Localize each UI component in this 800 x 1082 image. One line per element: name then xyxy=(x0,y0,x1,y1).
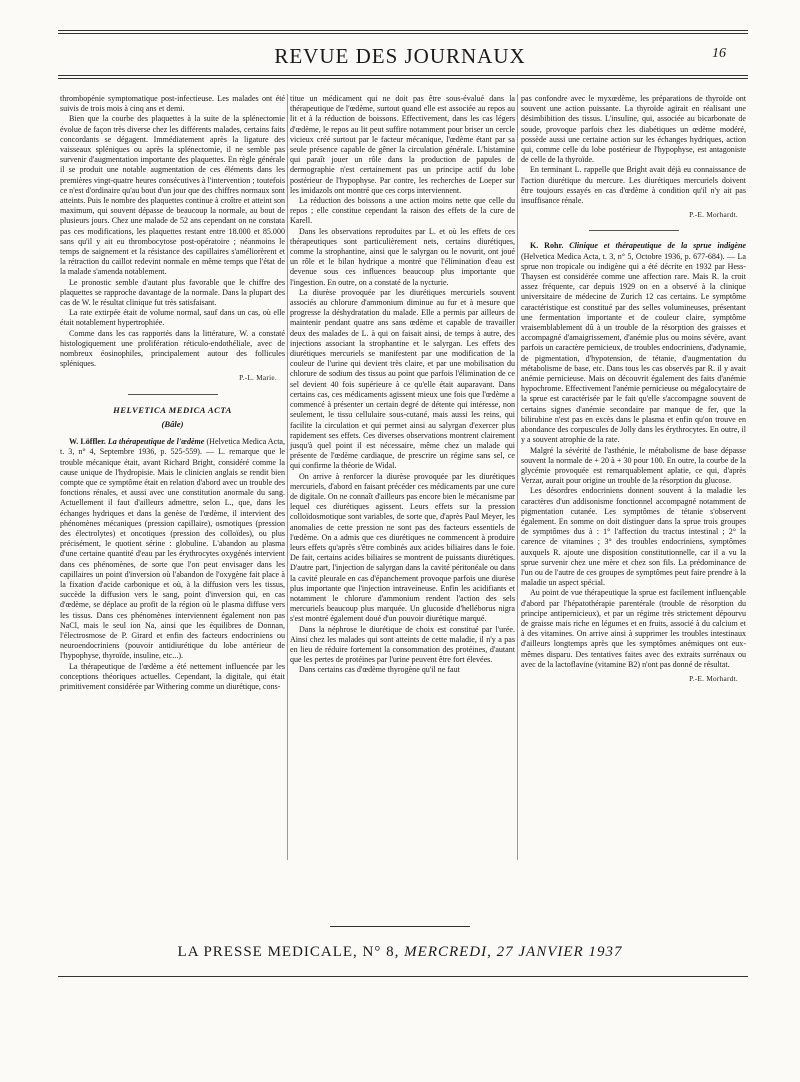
section-divider xyxy=(128,394,218,395)
article-text: (Helvetica Medica Acta, t. 3, n° 5, Octobre 1936, p. 677-684). — La sprue non tropicale ou indigène qui a été décrite en 1932 par Hess-Thaysen est considérée comme une affection rare. Mais R. la croit assez fréquente, car depuis 1929 on en a observé à la clinique universitaire de médecine de Zurich 12 cas certains. Le symptôme caractéristique est constitué par des selles volumineuses, présentant une fermentation importante et de couleur claire, symptôme vraisemblablement dû à un trouble de la résorption des graisses et accompagné d'amaigrissement, d'anémie plus ou moins sévère, avant parfois un caractère pernicieux, de troubles endocriniens, d'adynamie, de pigmentation, d'hypotension, de tétanie, d'augmentation du métabolisme de base, etc. Dans tous les cas observés par R. il y avait anémie pernicieuse. Mais on découvrit également des faits d'anémie hypochrome. Effectivement l'anémie pernicieuse ou mégalocytaire de la sprue est caractérisée par le fait qu'elle s'accompagne souvent de certains signes d'anémie secondaire par manque de fer, que la bilirubine n'est pas en excès dans le plasma et enfin qu'on trouve en abondance des corpuscules de Jolly dans les érythrocytes. En outre, il y a souvent atrophie de la rate. xyxy=(521,251,746,445)
article-title: Clinique et thérapeutique de la sprue indigène xyxy=(569,241,747,251)
signature: P.-L. Marie. xyxy=(239,374,277,383)
article-author: K. Rohr. xyxy=(530,241,564,251)
paragraph: Dans les observations reproduites par L. et où les effets de ces thérapeutiques sont particulièrement nets, certains diurétiques, comme la strophantine, ainsi que le salyrgan ou le novurit, ont joué un rôle et le bilan hydrique a montré que l'élimination d'eau est devenue sous ces influences beaucoup plus importante que l'ingestion. En outre, on a constaté de la nycturie. xyxy=(290,226,515,287)
footer xyxy=(0,944,800,961)
footer-rule xyxy=(58,976,748,977)
paragraph: En terminant L. rappelle que Bright avait déjà eu connaissance de l'action diurétique du mercure. Les diurétiques mercuriels doivent être toujours essayés en cas d'œdème à condition qu'il n'y ait pas insuffisance rénale. xyxy=(521,165,746,206)
paragraph: On arrive à renforcer la diurèse provoquée par les diurétiques mercuriels, d'abord en faisant précéder ces médicaments par une cure de digitale. On ne connaît d'ailleurs pas encore bien le mécanisme par lequel ces diurétiques agissent. Leurs effets sur la pression colloïdosmotique sont variables, de sorte que, d'après Paul Meyer, les anomalies de cette pression ne sont pas des facteurs essentiels de l'œdème. On a admis que ces diurétiques ne commencent à produire leurs effets qu'après s'être combinés aux acides biliaires dans le foie. De fait, certains acides biliaires se montrent de puissants diurétiques. D'autre part, l'injection de salyrgan dans la cavité péritonéale ou dans la cavité pleurale en cas d'épanchement provoque parfois une diurèse plus importante que l'injection intraveineuse. Enfin les acidifiants et notamment le chlorure d'ammonium rendent l'action des sels mercuriels beaucoup plus marquée. Un glucoside d'helléborus nigra s'est montré également doué d'un pouvoir diurétique marqué. xyxy=(290,471,515,624)
header-rule-bottom xyxy=(58,75,748,76)
article-text: (Helvetica Medica Acta, t. 3, n° 4, Septembre 1936, p. 525-559). — L. remarque que le trouble mécanique était, avant Richard Bright, considéré comme la cause unique de l'hydropisie. Mais le clinicien anglais se rendit bien compte que ce symptôme était en relation d'abord avec un trouble des fonctions rénales, et aussi avec une constitution anormale du sang. Actuellement il faut d'ailleurs admettre, selon L., que, dans les échanges hydriques et dans la genèse de l'œdème, il intervient des phénomènes mécaniques (pression capillaire), osmotiques (pression des électrolytes) et oncotiques (pression des colloïdes), ou plus précisément, le quotient sérine : globuline. L'abandon au plasma d'une certaine quantité d'eau par les érythrocytes oxygénés intervient dans ces phénomènes, de sorte que l'on peut envisager dans les capillaires un point d'inversion où l'abandon de l'oxygène fait place à la fixation d'acide carbonique et où, à la diffusion vers les tissus, succède la diffusion vers le sang, point d'inversion qui, en cas d'œdème, se déplace au profit de la région où le plasma diffuse vers les tissus. Dans ces phénomènes interviennent également non pas NaCl, mais le seul ion Na, ainsi que les équilibres de Donnan, l'électrosmose de P. Girard et enfin des facteurs endocriniens ou neuroendocriniens (pouvoir antidiurétique du lobe antérieur de l'hypophyse, thyroïde, insuline, etc...). xyxy=(60,437,286,661)
article-author: W. Löffler. xyxy=(69,437,106,447)
column-divider xyxy=(287,94,288,860)
paragraph: Bien que la courbe des plaquettes à la suite de la splénectomie évolue de façon très diverse chez les différents malades, certains faits concordants se dégagent. Immédiatement après la ligature des vaisseaux spléniques ou après la splénectomie, il ne semble pas survenir d'augmentation importante des plaquettes. En règle générale il se produit une notable augmentation de ces éléments dans les premières vingt-quatre heures consécutives à l'intervention ; toutefois ce n'est d'ordinaire qu'au bout d'un jour que des chiffres normaux sont atteints. Puis le nombre des plaquettes continue à croître et atteint son maximum, qui souvent dépasse de beaucoup la normale, au bout de plusieurs jours. Chez une malade de 52 ans cependant on ne constata pas ces modifications, les plaquettes restant entre 18.000 et 85.000 sans qu'il y ait eu thrombocytose post-opératoire ; néanmoins le temps de saignement et la résistance des capillaires s'améliorèrent et la rétraction du caillot redevint normale en même temps que l'état de la malade s'amenda notablement. xyxy=(60,114,285,277)
column-divider xyxy=(517,94,518,860)
paragraph: titue un médicament qui ne doit pas être sous-évalué dans la thérapeutique de l'œdème, surtout quand elle est associée au repos au lit et à la réduction de boissons. Effectivement, dans les cas légers d'œdème, le repos au lit peut suffire notamment pour briser un cercle vicieux créé surtout par le facteur mécanique, l'œdème étant par sa seule présence capable de gêner la circulation générale. L'histamine qui paraît jouer un rôle dans la production de papules de dermographie n'est certainement pas un principe actif du lobe postérieur de l'hypophyse. Par contre, les recherches de Loeper sur les imidazols ont montré que ces corps interviennent. xyxy=(290,94,515,195)
paragraph: La diurèse provoquée par les diurétiques mercuriels souvent associés au chlorure d'ammonium diminue au fur et à mesure que progresse la déshydratation du malade. Elle a permis par ailleurs de maintenir pendant quatre ans sans œdème et capable de travailler deux des malades de L. à qui on faisait ainsi, de temps à autre, des injections associant la strophantine et le salyrgan. Les effets des diurétiques mercuriels se manifestent par une modification de la couleur de l'urine qui devient très claire, et par une mobilisation du chlorure de sodium des tissus au point que parfois l'élimination de ce sel devient 40 fois supérieure à ce qu'elle était auparavant. Dans certains cas, ces médicaments agissent mieux une fois que l'œdème a commencé à présenter un certain degré de détente qui intéresse, non seulement, le tissu cellulaire sous-cutané, mais aussi les reins, qui facilite la circulation et qui permet ainsi au salyrgan d'exercer plus rapidement ses effets. Ces diverses observations montrent clairement jusqu'à quel point il est nécessaire, même chez un malade qui présente de l'œdème cardiaque, de prescrire un régime sans sel, ce qui confirme la théorie de Widal. xyxy=(290,287,515,471)
paragraph: Comme dans les cas rapportés dans la littérature, W. a constaté histologiquement une prolifération réticulo-endothéliale, avec de nombreux éosinophiles, principalement autour des follicules spléniques. xyxy=(60,328,285,369)
paragraph: thrombopénie symptomatique post-infectieuse. Les malades ont été suivis de trois mois à cinq ans et demi. xyxy=(60,94,285,114)
journal-city: (Bâle) xyxy=(161,418,184,429)
paragraph: Dans certains cas d'œdème thyrogène qu'il ne faut xyxy=(299,665,460,675)
column-middle xyxy=(290,94,515,676)
paragraph: Les désordres endocriniens donnent souvent à la maladie les caractères d'un addisonisme fonctionnel accompagné notamment de pigmentation cutanée. Les symptômes de tétanie s'observent également. En somme on doit distinguer dans la sprue trois groupes de symptômes dus à : 1° l'affection du tractus intestinal ; 2° la carence de vitamines ; 3° des troubles endocriniens, symptômes auxquels R. ajoute une disposition constitutionnelle, car il a vu la sprue survenir chez une mère et chez son fils. La prédominance de l'un ou de l'autre de ces groupes de symptômes peut faire prendre à la maladie un aspect spécial. xyxy=(521,486,746,588)
column-left xyxy=(60,94,285,692)
paragraph: Le pronostic semble d'autant plus favorable que le chiffre des plaquettes se rapproche davantage de la normale. Dans la plupart des cas de W. le résultat clinique fut très satisfaisant. xyxy=(60,277,285,308)
footer-date: MERCREDI, 27 JANVIER 1937 xyxy=(404,944,623,960)
page-number: 16 xyxy=(712,46,726,61)
column-right xyxy=(521,94,746,694)
footer-journal: LA PRESSE MEDICALE, N° 8, xyxy=(177,944,400,960)
paragraph: La thérapeutique de l'œdème a été nettement influencée par les conceptions théoriques actuelles. Cependant, la digitale, qui était primitivement considérée par Withering comme un diurétique, cons- xyxy=(60,661,285,691)
paragraph: Malgré la sévérité de l'asthénie, le métabolisme de base dépasse souvent la normale de + 20 à + 30 pour 100. En outre, la courbe de la glycémie provoquée est remarquablement aplatie, ce qui, d'après Verzar, aurait pour origine un trouble de la résorption du glucose. xyxy=(521,445,746,486)
signature: P.-E. Morhardt. xyxy=(689,674,738,683)
paragraph: Dans la néphrose le diurétique de choix est constitué par l'urée. Ainsi chez les malades qui sont atteints de cette maladie, il n'y a pas en lieu de réduire fortement la consommation des protéines, d'autant que les pertes de protéines par l'urine peuvent être fort élevées. xyxy=(290,624,515,665)
paragraph: La rate extirpée était de volume normal, sauf dans un cas, où elle était notablement hypertrophiée. xyxy=(60,308,285,328)
page-title: REVUE DES JOURNAUX xyxy=(274,44,526,68)
header-rule-bottom-2 xyxy=(58,78,748,79)
paragraph: pas confondre avec le myxœdème, les préparations de thyroïde ont souvent une action puissante. La thyroïde agirait en réalisant une désimbibition des tissus. L'insuline, qui, associée au bicarbonate de soude, provoque parfois chez les diabétiques un œdème modéré, possède aussi une certaine action sur les échanges hydriques, action qui, comme celle du lobe postérieur de l'hypophyse, est antagoniste de celle de la thyroïde. xyxy=(521,94,746,165)
header-rule-top-2 xyxy=(58,33,748,34)
journal-title: HELVETICA MEDICA ACTA xyxy=(113,404,232,415)
article-title: La thérapeutique de l'œdème xyxy=(107,437,205,447)
paragraph: Au point de vue thérapeutique la sprue est facilement influençable d'abord par l'hépatothérapie parentérale (trouble de résorption du principe antipernicieux), et par un régime très strictement dépourvu de graisse mais riche en légumes et en fruits, associé à du calcium et à des vitamines. On arrive ainsi à supprimer les troubles intestinaux d'ailleurs longtemps après que les symptômes anémiques ont eux-mêmes disparu. Des tentatives faites avec des extraits surrénaux ou avec de la lactoflavine (vitamine B2) n'ont pas donné de résultat. xyxy=(521,588,746,669)
header-rule-top xyxy=(58,30,748,31)
paragraph: La réduction des boissons a une action moins nette que celle du repos ; elle constitue cependant la raison des effets de la cure de Karell. xyxy=(290,196,515,226)
signature: P.-E. Morhardt. xyxy=(689,211,738,220)
footer-separator xyxy=(330,926,470,927)
article-paragraph xyxy=(521,241,746,445)
article-paragraph xyxy=(60,437,285,661)
section-divider xyxy=(589,230,679,231)
